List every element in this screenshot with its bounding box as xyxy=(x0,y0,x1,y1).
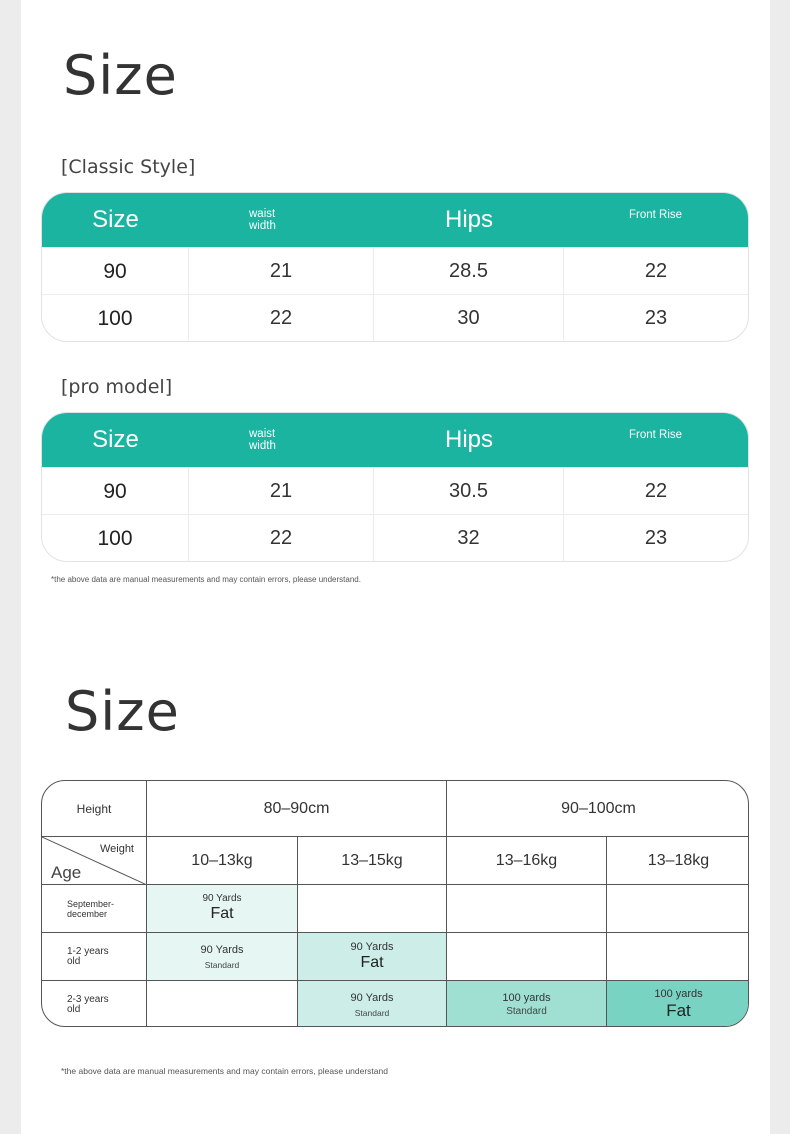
weight-label: Weight xyxy=(99,843,134,855)
cell-rise: 23 xyxy=(644,527,668,549)
header-hips: Hips xyxy=(444,206,493,233)
weight-age-corner-cell xyxy=(42,837,147,885)
height-range-2: 90–100cm xyxy=(561,799,636,817)
cell-type: Standard xyxy=(354,1007,390,1018)
empty-cell xyxy=(147,981,298,1027)
pro-size-table xyxy=(41,412,749,562)
size-title-2: Size xyxy=(65,680,180,743)
height-header-cell xyxy=(42,781,147,837)
weight-3: 13–16kg xyxy=(495,851,558,869)
cell-hips: 30.5 xyxy=(374,468,564,514)
classic-size-table xyxy=(41,192,749,342)
table-row xyxy=(42,467,748,514)
weight-1: 10–13kg xyxy=(191,851,253,869)
table-header xyxy=(42,193,748,247)
table-row xyxy=(42,514,748,561)
table-row xyxy=(42,294,748,341)
page xyxy=(21,0,770,1134)
size-cell xyxy=(147,933,298,981)
header-size: Size xyxy=(92,426,139,453)
cell-type: Fat xyxy=(360,954,384,971)
size-cell xyxy=(147,885,298,933)
cell-yards: 100 yards xyxy=(502,992,551,1004)
cell-size: 100 xyxy=(42,295,189,341)
empty-cell xyxy=(447,933,607,981)
size-cell xyxy=(298,933,447,981)
cell-yards: 90 Yards xyxy=(350,941,394,953)
header-size: Size xyxy=(92,206,139,233)
cell-type: Fat xyxy=(210,905,234,922)
weight-cell xyxy=(607,837,749,885)
size-cell xyxy=(607,981,749,1027)
header-waist: waist width xyxy=(249,208,276,232)
cell-waist: 22 xyxy=(189,295,374,341)
header-rise: Front Rise xyxy=(629,429,683,441)
cell-rise: 22 xyxy=(644,260,668,282)
cell-waist: 21 xyxy=(189,468,374,514)
size-cell xyxy=(447,981,607,1027)
header-hips: Hips xyxy=(444,426,493,453)
cell-size: 90 xyxy=(42,248,189,294)
cell-waist: 21 xyxy=(189,248,374,294)
age-label: Age xyxy=(51,863,82,882)
cell-hips: 28.5 xyxy=(374,248,564,294)
classic-style-label: [Classic Style] xyxy=(61,156,196,178)
cell-hips: 30 xyxy=(374,295,564,341)
cell-waist: 22 xyxy=(189,515,374,561)
weight-cell xyxy=(298,837,447,885)
cell-yards: 90 Yards xyxy=(202,893,242,904)
age-cell xyxy=(42,981,147,1027)
age-cell xyxy=(42,933,147,981)
cell-yards: 90 Yards xyxy=(200,943,244,956)
age-1: September-december xyxy=(67,898,115,919)
cell-size: 90 xyxy=(42,468,189,514)
cell-rise: 23 xyxy=(644,307,668,329)
height-range-cell xyxy=(447,781,749,837)
height-label: Height xyxy=(76,801,112,816)
height-range-1: 80–90cm xyxy=(263,799,330,817)
pro-model-label: [pro model] xyxy=(61,376,173,398)
age-3: 2-3 years old xyxy=(67,993,109,1015)
disclaimer-note: *the above data are manual measurements and may contain errors, please understand. xyxy=(51,575,361,584)
height-range-cell xyxy=(147,781,447,837)
table-row xyxy=(42,247,748,294)
weight-cell xyxy=(147,837,298,885)
weight-cell xyxy=(447,837,607,885)
empty-cell xyxy=(607,885,749,933)
cell-type: Fat xyxy=(666,1001,691,1020)
size-recommendation-grid xyxy=(41,780,749,1027)
cell-type: Standard xyxy=(204,959,240,970)
table-header xyxy=(42,413,748,467)
empty-cell xyxy=(298,885,447,933)
header-waist: waist width xyxy=(249,428,276,452)
size-title: Size xyxy=(63,44,178,107)
cell-yards: 90 Yards xyxy=(350,991,394,1004)
cell-yards: 100 yards xyxy=(654,988,703,1000)
cell-rise: 22 xyxy=(644,480,668,502)
empty-cell xyxy=(447,885,607,933)
weight-4: 13–18kg xyxy=(647,851,710,869)
empty-cell xyxy=(607,933,749,981)
age-cell xyxy=(42,885,147,933)
cell-type: Standard xyxy=(506,1006,547,1017)
disclaimer-note-2: *the above data are manual measurements and may contain errors, please understand xyxy=(61,1066,388,1076)
cell-size: 100 xyxy=(42,515,189,561)
age-2: 1-2 years old xyxy=(67,945,109,967)
weight-2: 13–15kg xyxy=(341,851,403,869)
size-cell xyxy=(298,981,447,1027)
header-rise: Front Rise xyxy=(629,209,683,221)
cell-hips: 32 xyxy=(374,515,564,561)
